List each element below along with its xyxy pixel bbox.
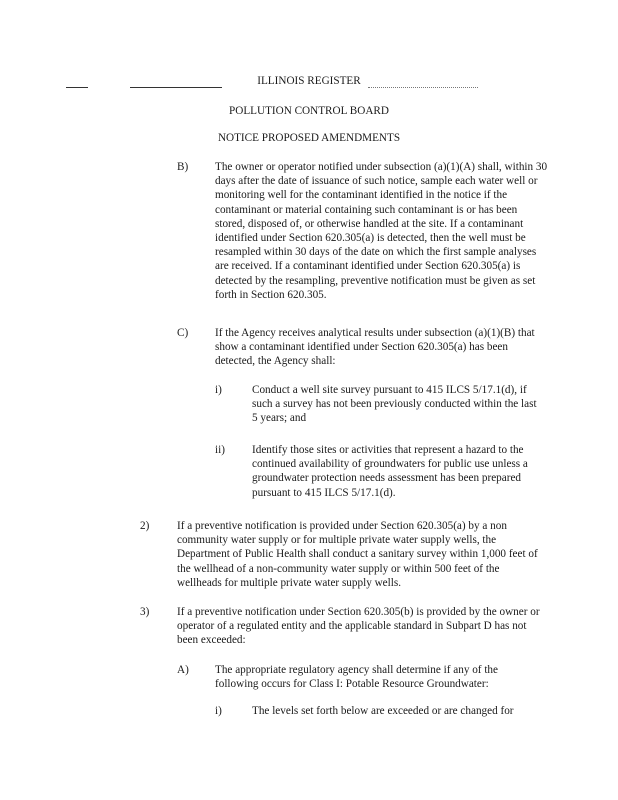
paragraph-3-a-text: The appropriate regulatory agency shall determine if any of the following occurs for Class I: Potable Resource Groundwater:	[215, 664, 498, 691]
paragraph-3-a-i-label: i)	[215, 705, 222, 717]
subsection-c-label: C)	[177, 327, 189, 339]
subsection-c-text: If the Agency receives analytical results under subsection (a)(1)(B) that show a contaminant identified under Section 620.305(a) has been detected, the Agency shall:	[215, 327, 535, 368]
subsection-c-i-text: Conduct a well site survey pursuant to 415 ILCS 5/17.1(d), if such a survey has not been previously conducted within the last 5 years; and	[252, 384, 537, 425]
paragraph-3-label: 3)	[140, 606, 150, 618]
paragraph-3-a-label: A)	[177, 664, 189, 676]
subsection-b-label: B)	[177, 161, 189, 173]
paragraph-2-text: If a preventive notification is provided under Section 620.305(a) by a non community water supply or for multiple private water supply wells, the Department of Public Health shall conduct a sanitary survey within 1,000 feet of the wellhead of a non-community water supply or within 500 feet of the wellheads for multiple private water supply wells.	[177, 520, 538, 589]
subsection-c-i-label: i)	[215, 384, 222, 396]
register-title: ILLINOIS REGISTER	[257, 75, 361, 87]
board-title: POLLUTION CONTROL BOARD	[229, 105, 389, 117]
paragraph-3-a-i-text: The levels set forth below are exceeded or are changed for	[252, 705, 514, 717]
subsection-b-text: The owner or operator notified under subsection (a)(1)(A) shall, within 30 days after the date of issuance of such notice, sample each water well or monitoring well for the contaminant identified in the notice if the contaminant or material containing such contaminant is or has been stored, disposed of, or otherwise handled at the site. If a contaminant identified under Section 620.305(a) is detected, then the well must be resampled within 30 days of the date on which the first sample analyses are received. If a contaminant identified under Section 620.305(a) is detected by the resampling, preventive notification must be given as set forth in Section 620.305.	[215, 161, 548, 301]
subsection-c-ii-text: Identify those sites or activities that represent a hazard to the continued availability of groundwaters for public use unless a groundwater protection needs assessment has been prepared pursuant to 415 ILCS 5/17.1(d).	[252, 444, 528, 499]
notice-title: NOTICE PROPOSED AMENDMENTS	[217, 132, 401, 144]
subsection-c-ii-label: ii)	[215, 444, 225, 456]
paragraph-3-text: If a preventive notification under Section 620.305(b) is provided by the owner or operator of a regulated entity and the applicable standard in Subpart D has not been exceeded:	[177, 606, 540, 647]
paragraph-2-label: 2)	[140, 520, 150, 532]
